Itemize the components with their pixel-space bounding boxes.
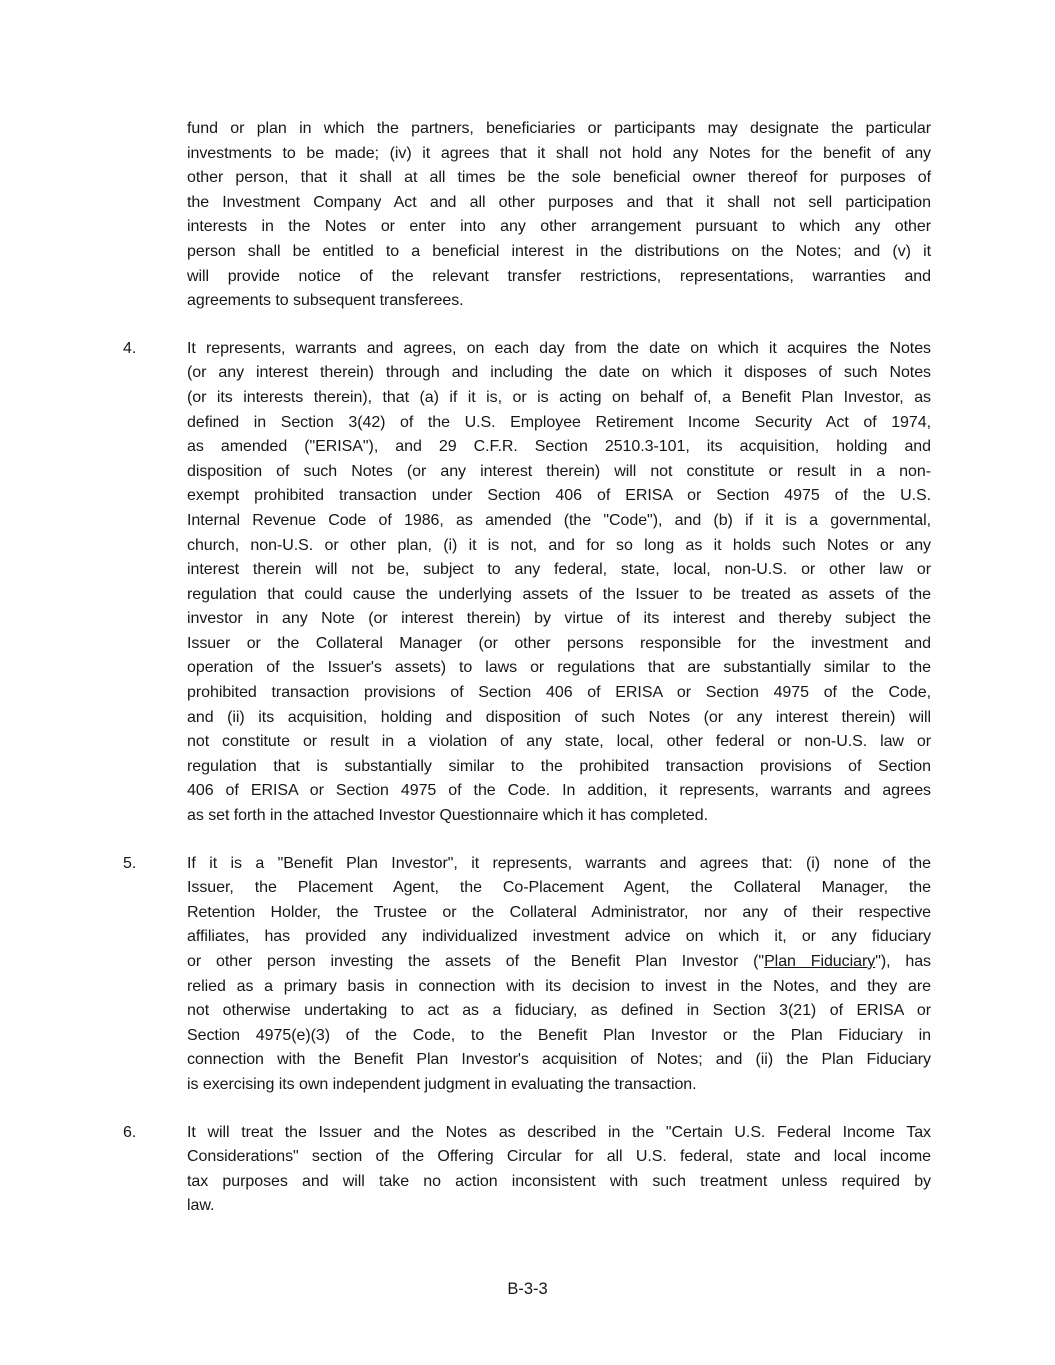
item-number-5: 5. (123, 854, 137, 872)
text-line: affiliates, has provided any individualized investment advice on which it, or any fiduciary (187, 928, 931, 946)
text-line: is exercising its own independent judgment in evaluating the transaction. (187, 1075, 697, 1093)
item-text-4 (187, 337, 931, 829)
text-line: regulation that is substantially similar to the prohibited transaction provisions of Section (187, 757, 931, 775)
text-line: connection with the Benefit Plan Investor's acquisition of Notes; and (ii) the Plan Fiduciary (187, 1051, 931, 1069)
text-line: interests in the Notes or enter into any other arrangement pursuant to which any other (187, 218, 931, 236)
text-line: agreements to subsequent transferees. (187, 292, 464, 310)
text-segment: or other person investing the assets of the Benefit Plan Investor (" (187, 953, 765, 970)
text-line: as set forth in the attached Investor Questionnaire which it has completed. (187, 807, 708, 825)
text-line: defined in Section 3(42) of the U.S. Employee Retirement Income Security Act of 1974, (187, 413, 931, 431)
list-item-4 (123, 337, 931, 829)
item-number-6: 6. (123, 1123, 137, 1141)
text-line: not otherwise undertaking to act as a fiduciary, as defined in Section 3(21) of ERISA or (187, 1002, 931, 1020)
text-line: other person, that it shall at all times be the sole beneficial owner thereof for purposes of (187, 169, 931, 187)
text-line: fund or plan in which the partners, beneficiaries or participants may designate the particular (187, 120, 931, 137)
text-line: not constitute or result in a violation of any state, local, other federal or non-U.S. law or (187, 733, 931, 751)
underlined-term: Plan Fiduciary (764, 953, 876, 970)
list-item-5 (123, 852, 931, 1098)
text-line: Issuer or the Collateral Manager (or other persons responsible for the investment and (187, 634, 931, 652)
text-line: (or its interests therein), that (a) if it is, or is acting on behalf of, a Benefit Plan Investor, as (187, 388, 931, 406)
item-text-6 (187, 1121, 931, 1219)
page-number: B-3-3 (507, 1280, 548, 1298)
item-text-5 (187, 852, 931, 1098)
text-line: Retention Holder, the Trustee or the Collateral Administrator, nor any of their respective (187, 903, 931, 921)
text-line: investments to be made; (iv) it agrees that it shall not hold any Notes for the benefit of any (187, 144, 931, 162)
text-line: law. (187, 1197, 215, 1215)
text-line: (or any interest therein) through and including the date on which it disposes of such Notes (187, 364, 931, 382)
text-line: relied as a primary basis in connection with its decision to invest in the Notes, and they are (187, 977, 931, 995)
text-line: It represents, warrants and agrees, on each day from the date on which it acquires the Notes (187, 339, 931, 357)
text-line: tax purposes and will take no action inconsistent with such treatment unless required by (187, 1172, 931, 1190)
text-line: Issuer, the Placement Agent, the Co-Placement Agent, the Collateral Manager, the (187, 879, 931, 897)
text-line: Internal Revenue Code of 1986, as amended (the "Code"), and (b) if it is a governmental, (187, 511, 931, 529)
item-number-4: 4. (123, 339, 137, 357)
text-line: 406 of ERISA or Section 4975 of the Code. In addition, it represents, warrants and agrees (187, 782, 931, 800)
text-line: will provide notice of the relevant transfer restrictions, representations, warranties and (187, 267, 931, 285)
text-line: and (ii) its acquisition, holding and disposition of such Notes (or any interest therein) will (187, 708, 931, 726)
list-item-6 (123, 1121, 931, 1219)
text-line: church, non-U.S. or other plan, (i) it is not, and for so long as it holds such Notes or any (187, 536, 931, 554)
document-body (123, 117, 931, 1242)
continuation-paragraph (187, 117, 931, 314)
text-line: person shall be entitled to a beneficial interest in the distributions on the Notes; and (v) it (187, 242, 931, 260)
text-line: operation of the Issuer's assets) to laws or regulations that are substantially similar to the (187, 659, 931, 677)
text-line: It will treat the Issuer and the Notes as described in the "Certain U.S. Federal Income Tax (187, 1123, 931, 1141)
text-line: as amended ("ERISA"), and 29 C.F.R. Section 2510.3-101, its acquisition, holding and (187, 438, 931, 456)
text-line: Section 4975(e)(3) of the Code, to the Benefit Plan Investor or the Plan Fiduciary in (187, 1026, 931, 1044)
text-line: If it is a "Benefit Plan Investor", it represents, warrants and agrees that: (i) none of the (187, 854, 931, 872)
text-line (187, 950, 931, 975)
text-segment: "), has (875, 953, 931, 970)
text-line: disposition of such Notes (or any interest therein) will not constitute or result in a non- (187, 462, 931, 480)
text-line: exempt prohibited transaction under Section 406 of ERISA or Section 4975 of the U.S. (187, 487, 931, 505)
text-line: investor in any Note (or interest therein) by virtue of its interest and thereby subject the (187, 610, 931, 628)
text-line: the Investment Company Act and all other purposes and that it shall not sell participation (187, 193, 931, 211)
text-line: interest therein will not be, subject to any federal, state, local, non-U.S. or other law or (187, 561, 931, 579)
text-line: regulation that could cause the underlying assets of the Issuer to be treated as assets of the (187, 585, 931, 603)
text-line: Considerations" section of the Offering Circular for all U.S. federal, state and local income (187, 1148, 931, 1166)
text-line: prohibited transaction provisions of Section 406 of ERISA or Section 4975 of the Code, (187, 684, 931, 702)
